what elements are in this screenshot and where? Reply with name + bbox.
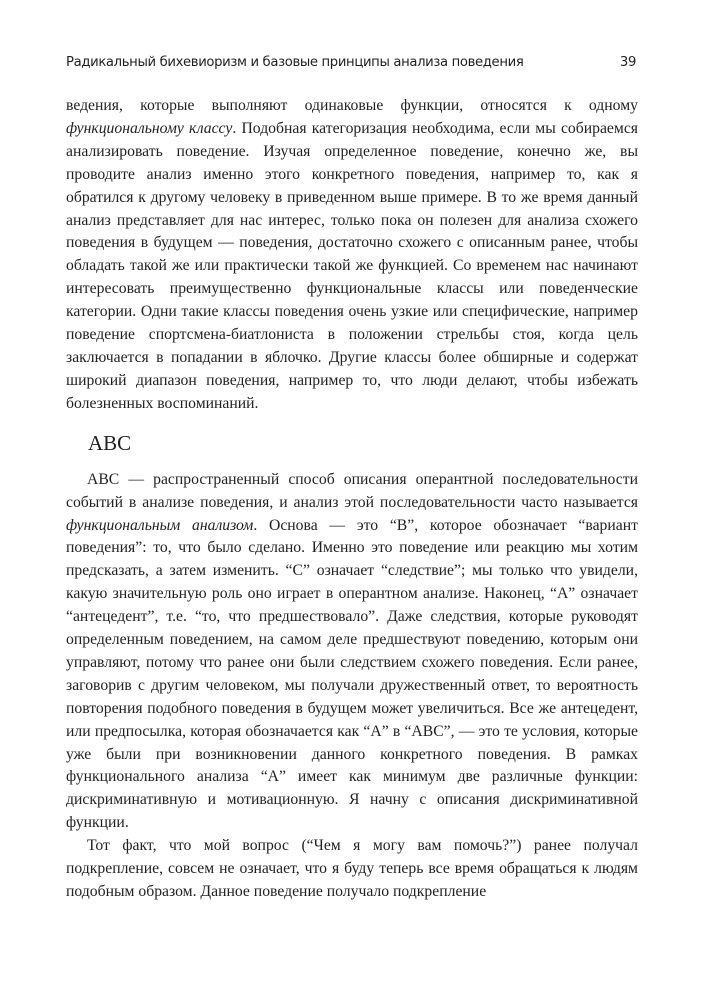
- paragraph-text: . Подобная категоризация необходима, если мы собираемся анализировать поведение. Изучая определенное поведение, конечно же, вы проводите анализ именно этого конкретного поведения, например то, как я обратился к другому человеку в приведенном выше примере. В то же время данный анализ представляет для нас интерес, только пока он полезен для анализа схожего поведения в будущем — поведения, достаточно схожего с описанным ранее, чтобы обладать такой же или практически такой же функцией. Со временем нас начинают интересовать преимущественно функциональные классы или поведенческие категории. Одни такие классы поведения очень узкие или специфические, например поведение спортсмена-биатлониста в положении стрельбы стоя, когда цель заключается в попадании в яблочко. Другие классы более обширные и содержат широкий диапазон поведения, например то, что люди делают, чтобы избежать болезненных воспоминаний.: [66, 119, 638, 412]
- paragraph-abc: [66, 469, 638, 836]
- paragraph-continued: [66, 95, 638, 416]
- running-header: [66, 54, 638, 72]
- running-title: Радикальный бихевиоризм и базовые принципы анализа поведения: [66, 55, 524, 70]
- page-number: 39: [619, 55, 636, 70]
- paragraph-last: Тот факт, что мой вопрос (“Чем я могу вам помочь?”) ранее получал подкрепление, совсем не означает, что я буду теперь все время обращаться к людям подобным образом. Данное поведение получало подкрепление: [66, 837, 638, 900]
- italic-term: функциональным анализом: [66, 516, 254, 534]
- body-text: [66, 95, 638, 904]
- section-heading: ABC: [88, 430, 132, 455]
- paragraph-text: ведения, которые выполняют одинаковые функции, относятся к одному: [66, 97, 638, 114]
- paragraph-text: . Основа — это “B”, которое обозначает “вариант поведения”: то, что было сделано. Именно это поведение или реакцию мы хотим предсказать, а затем изменить. “C” означает “следствие”; мы только что увидели, какую значительную роль оно играет в оперантном анализе. Наконец, “A” означает “антецедент”, т.е. “то, что предшествовало”. Даже следствия, которые руководят определенным поведением, на самом деле предшествуют поведению, которым они управляют, потому что ранее они были следствием схожего поведения. Если ранее, заговорив с другим человеком, мы получали дружественный ответ, то вероятность повторения подобного поведения в будущем может увеличиться. Все же антецедент, или предпосылка, которая обозначается как “A” в “ABC”, — это те условия, которые уже были при возникновении данного конкретного поведения. В рамках функционального анализа “A” имеет как минимум две различные функции: дискриминативную и мотивационную. Я начну с описания дискриминативной функции.: [66, 516, 638, 832]
- italic-term: функциональному классу: [66, 119, 233, 137]
- paragraph-text: ABC — распространенный способ описания оперантной последовательности событий в анализе поведения, и анализ этой последовательности часто называется: [66, 470, 638, 511]
- book-page: [66, 54, 638, 904]
